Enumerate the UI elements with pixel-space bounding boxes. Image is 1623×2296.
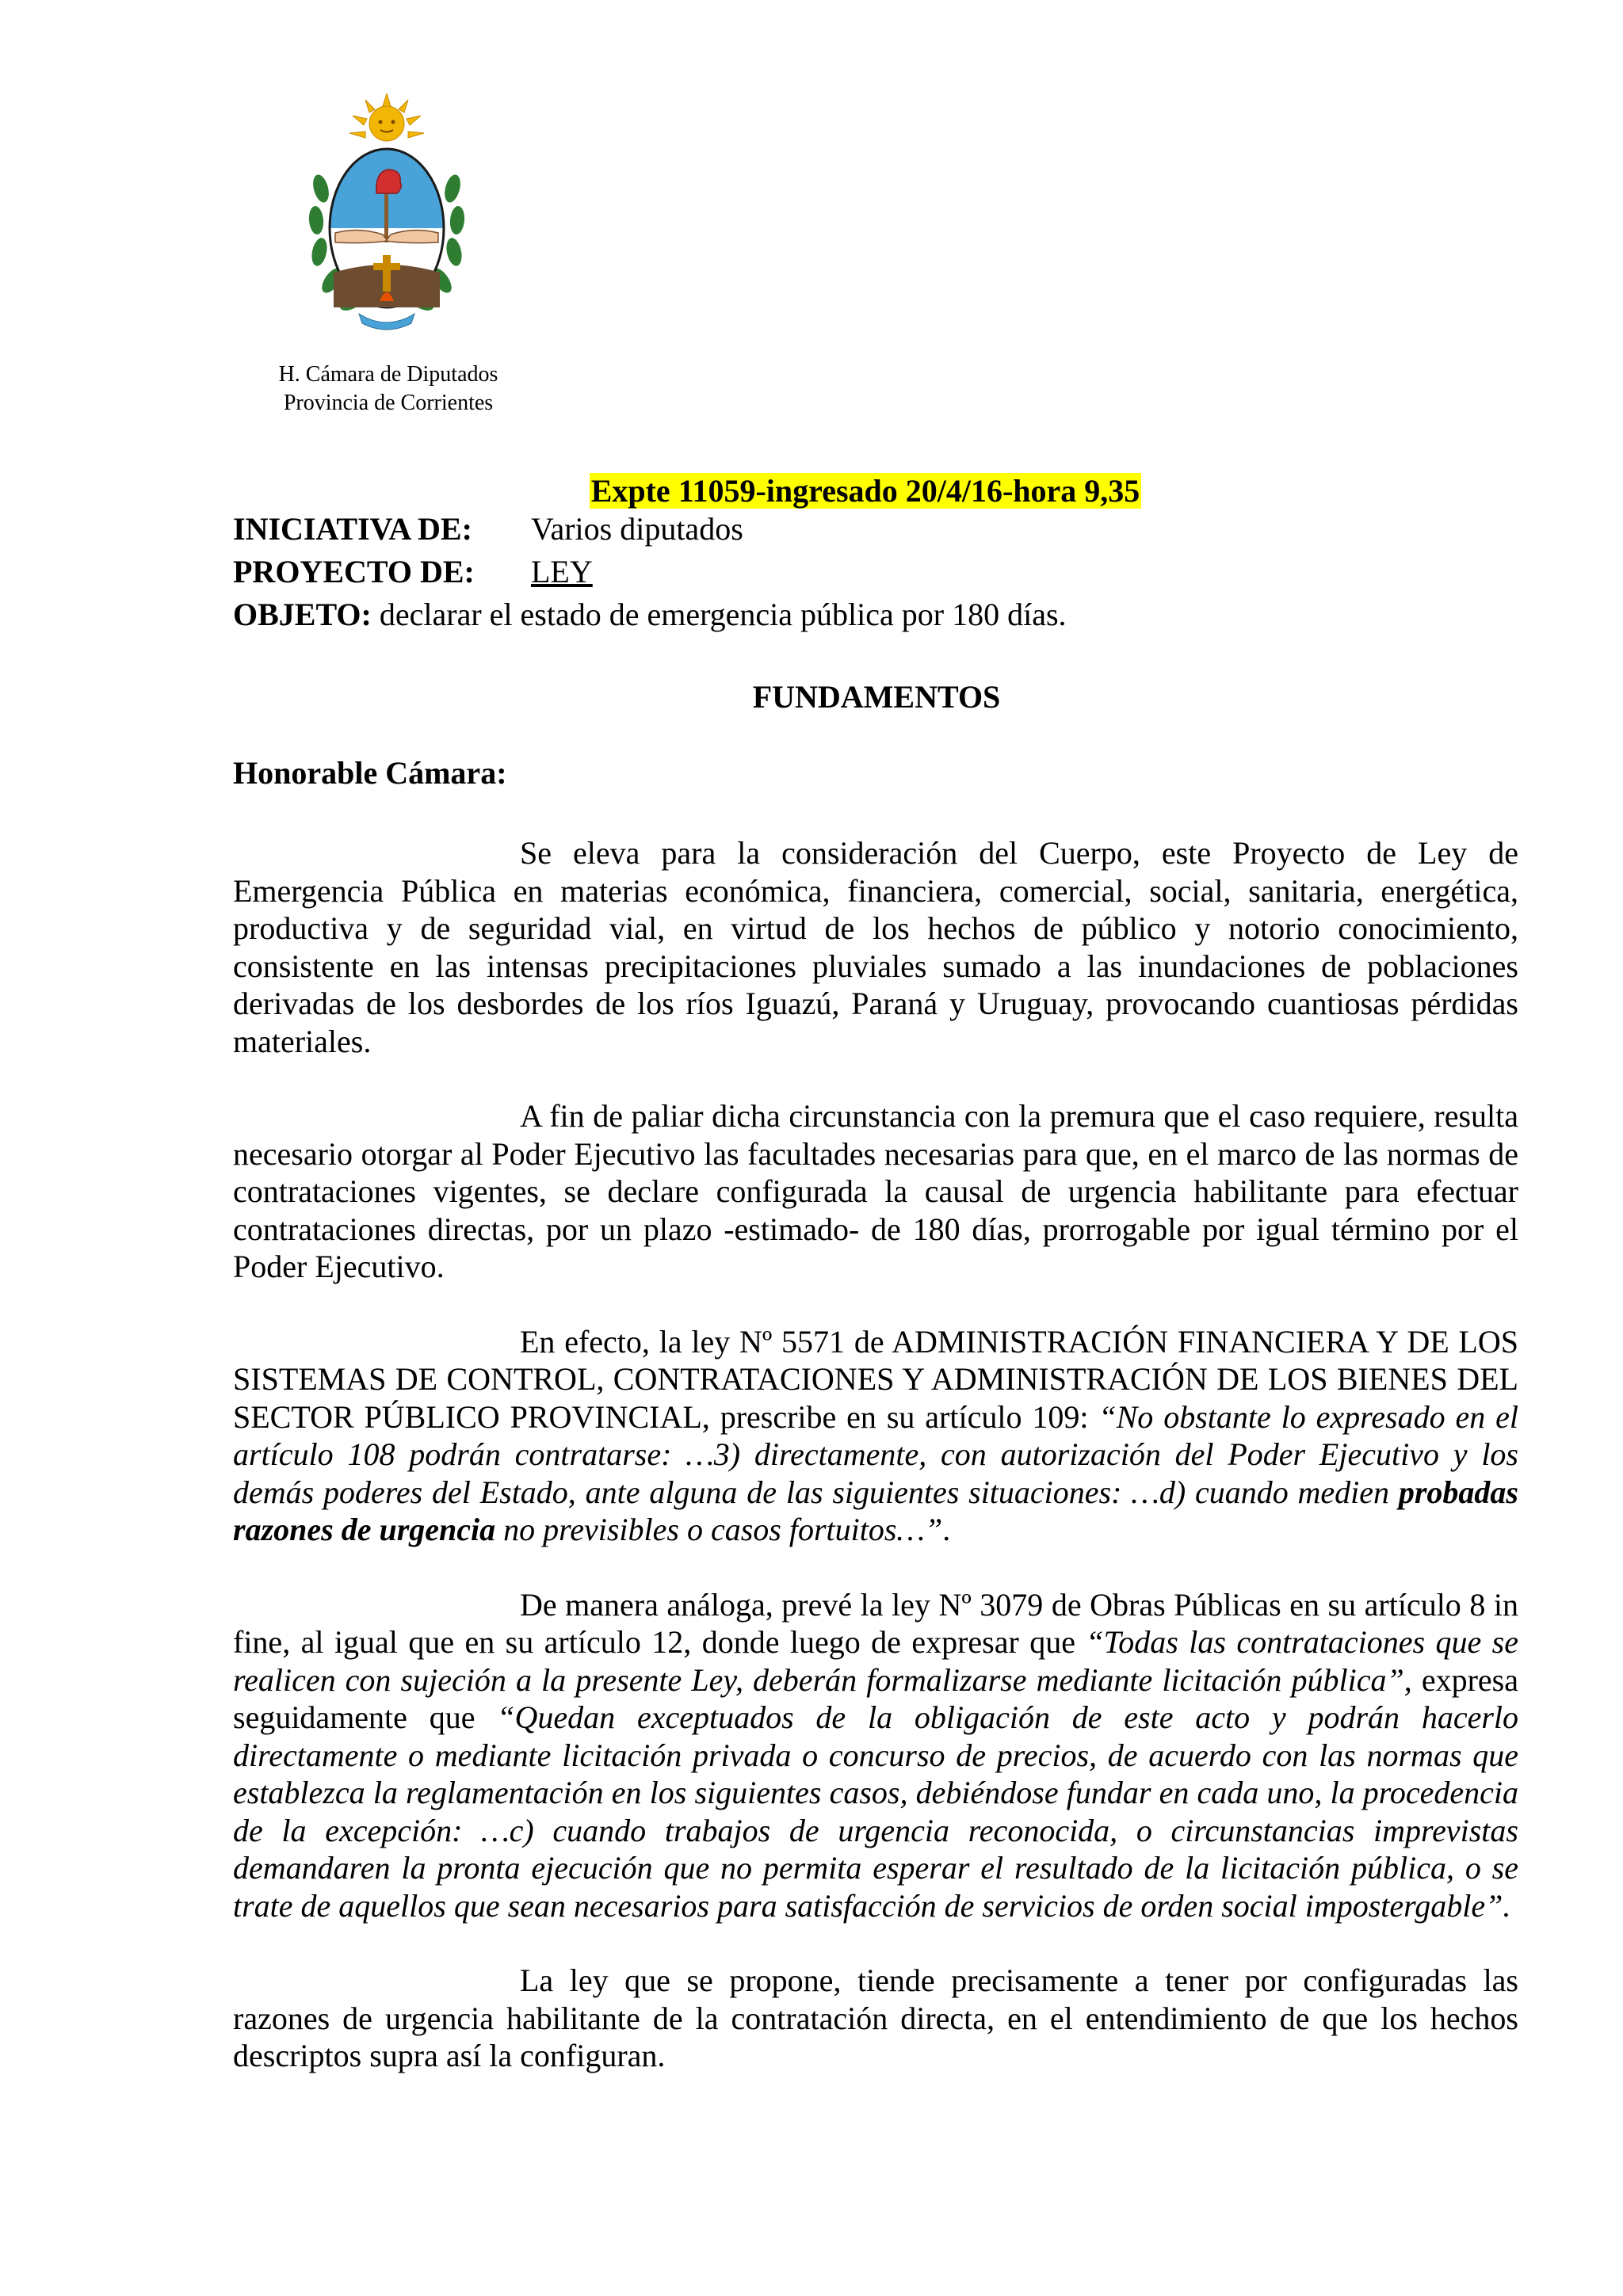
institution-name xyxy=(238,360,539,418)
paragraph-3-quote-start: “No obstante lo expresado en el artículo 108 podrán contratarse: …3) directamente, con autorización del Poder Ejecutivo y los demás poderes del Estado, ante alguna de las siguientes situaciones: …d) cuando medien xyxy=(233,1398,1518,1510)
iniciativa-value: Varios diputados xyxy=(531,511,743,547)
paragraph-3-quote-end: no previsibles o casos fortuitos…” xyxy=(495,1512,943,1547)
paragraph-4-text-a: De manera análoga, prevé la ley Nº 3079 de Obras Públicas en su artículo 8 in fine, al igual que en su artículo 12, donde luego de expresar que xyxy=(233,1586,1518,1660)
section-title-text: FUNDAMENTOS xyxy=(752,679,1001,715)
objeto-label: OBJETO: xyxy=(233,597,372,632)
meta-objeto xyxy=(233,594,1067,635)
meta-proyecto xyxy=(233,551,593,593)
paragraph-1: Se eleva para la consideración del Cuerpo, este Proyecto de Ley de Emergencia Pública en materias económica, financiera, comercial, social, sanitaria, energética, productiva y de seguridad vial, en virtud de los hechos de público y notorio conocimiento, consistente en las intensas precipitaciones pluviales sumado a las inundaciones de poblaciones derivadas de los desbordes de los ríos Iguazú, Paraná y Uruguay, provocando cuantiosas pérdidas materiales. xyxy=(233,835,1518,1059)
paragraph-3 xyxy=(233,1323,1518,1549)
expediente-stamp xyxy=(0,471,1623,512)
section-title xyxy=(0,677,1623,718)
institution-line-province: Provincia de Corrientes xyxy=(283,391,494,415)
paragraph-4-quote-1: “Todas las contrataciones que se realicen con sujeción a la presente Ley, deberán formalizarse mediante licitación pública”, xyxy=(233,1624,1519,1698)
paragraph-3-text: En efecto, la ley Nº 5571 de ADMINISTRACIÓN FINANCIERA Y DE LOS SISTEMAS DE CONTROL, CONTRATACIONES Y ADMINISTRACIÓN DE LOS BIENES DEL SECTOR PÚBLICO PROVINCIAL, prescribe en su artículo 109: xyxy=(233,1323,1518,1435)
paragraph-2: A fin de paliar dicha circunstancia con la premura que el caso requiere, resulta necesario otorgar al Poder Ejecutivo las facultades necesarias para que, en el marco de las normas de contrataciones vigentes, se declare configurada la causal de urgencia habilitante para efectuar contrataciones directas, por un plazo -estimado- de 180 días, prorrogable por igual término por el Poder Ejecutivo. xyxy=(233,1098,1518,1284)
body-text xyxy=(233,834,1518,2112)
proyecto-value: LEY xyxy=(531,554,593,589)
paragraph-4 xyxy=(233,1586,1518,1925)
paragraph-3-period: . xyxy=(942,1512,951,1547)
paragraph-5: La ley que se propone, tiende precisamente a tener por configuradas las razones de urgencia habilitante de la contratación directa, en el entendimiento de que los hechos descriptos supra así la configuran. xyxy=(233,1962,1518,2073)
meta-iniciativa xyxy=(233,509,743,550)
coat-of-arms-corrientes-icon xyxy=(304,93,470,331)
salutation: Honorable Cámara: xyxy=(233,755,507,791)
iniciativa-label: INICIATIVA DE: xyxy=(233,511,472,547)
paragraph-4-text-b: expresa seguidamente que xyxy=(233,1661,1518,1735)
paragraph-3-quote-bold: probadas razones de urgencia xyxy=(233,1474,1518,1547)
paragraph-4-quote-2: “Quedan exceptuados de la obligación de este acto y podrán hacerlo directamente o mediante licitación privada o concurso de precios, de acuerdo con las normas que establezca la reglamentación en los siguientes casos, debiéndose fundar en cada uno, la procedencia de la excepción: …c) cuando trabajos de urgencia reconocida, o circunstancias imprevistas demandaren la pronta ejecución que no permita esperar el resultado de la licitación pública, o se trate de aquellos que sean necesarios para satisfacción de servicios de orden social impostergable”. xyxy=(233,1699,1519,1924)
institution-line-chamber: H. Cámara de Diputados xyxy=(278,362,498,387)
expediente-text: Expte 11059-ingresado 20/4/16-hora 9,35 xyxy=(590,473,1140,509)
objeto-value: declarar el estado de emergencia pública por 180 días. xyxy=(371,597,1067,632)
proyecto-label: PROYECTO DE: xyxy=(233,554,475,589)
